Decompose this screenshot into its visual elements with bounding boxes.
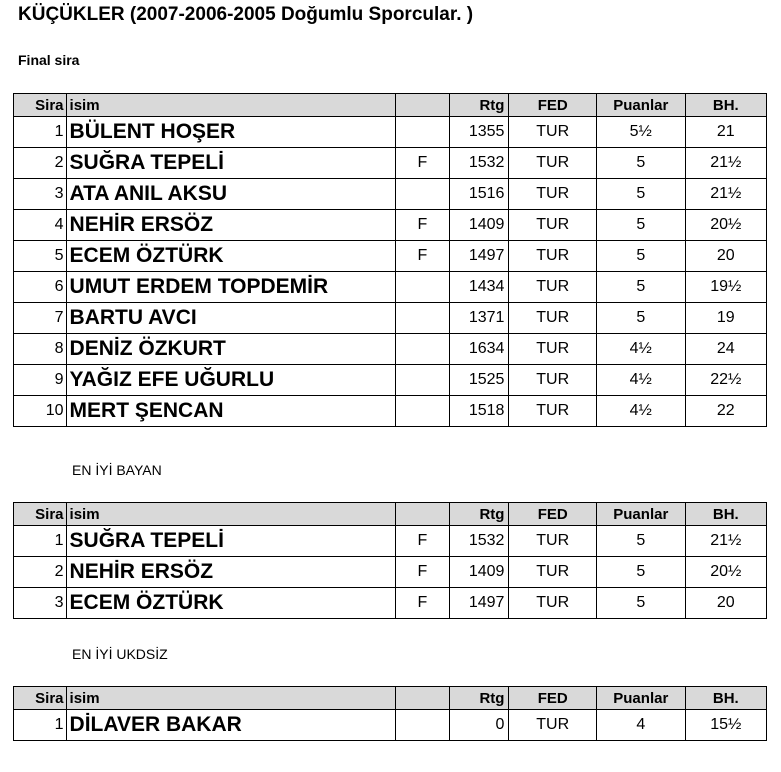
cell-isim: MERT ŞENCAN [66,396,396,427]
cell-isim: SUĞRA TEPELİ [66,526,396,557]
column-header-sira: Sira [14,94,67,117]
cell-flag: F [396,148,450,179]
cell-isim: YAĞIZ EFE UĞURLU [66,365,396,396]
cell-rtg: 1518 [449,396,509,427]
column-header-flag [396,503,450,526]
cell-rtg: 0 [449,710,509,741]
cell-rtg: 1634 [449,334,509,365]
cell-bh: 20 [685,241,766,272]
cell-rtg: 1516 [449,179,509,210]
cell-flag [396,179,450,210]
cell-bh: 19 [685,303,766,334]
cell-isim: UMUT ERDEM TOPDEMİR [66,272,396,303]
cell-flag: F [396,526,450,557]
cell-fed: TUR [509,272,597,303]
cell-sira: 2 [14,148,67,179]
cell-isim: BÜLENT HOŞER [66,117,396,148]
cell-bh: 19½ [685,272,766,303]
cell-sira: 4 [14,210,67,241]
table-row [14,526,767,557]
column-header-flag [396,687,450,710]
cell-bh: 21½ [685,526,766,557]
cell-sira: 10 [14,396,67,427]
column-header-bh: BH. [685,687,766,710]
cell-puanlar: 5 [597,210,686,241]
cell-isim: SUĞRA TEPELİ [66,148,396,179]
column-header-isim: isim [66,687,396,710]
cell-fed: TUR [509,396,597,427]
table-body [14,710,767,741]
header-row [14,94,767,117]
header-row [14,503,767,526]
cell-bh: 20½ [685,557,766,588]
table-row [14,148,767,179]
cell-rtg: 1355 [449,117,509,148]
cell-puanlar: 5 [597,526,686,557]
cell-rtg: 1525 [449,365,509,396]
cell-sira: 8 [14,334,67,365]
page-title: KÜÇÜKLER (2007-2006-2005 Doğumlu Sporcular. ) [18,4,474,25]
cell-puanlar: 5 [597,303,686,334]
column-header-bh: BH. [685,94,766,117]
cell-puanlar: 5½ [597,117,686,148]
column-header-flag [396,94,450,117]
column-header-fed: FED [509,687,597,710]
column-header-rtg: Rtg [449,503,509,526]
cell-rtg: 1532 [449,148,509,179]
cell-bh: 20½ [685,210,766,241]
cell-fed: TUR [509,557,597,588]
column-header-bh: BH. [685,503,766,526]
table-row [14,588,767,619]
cell-fed: TUR [509,148,597,179]
cell-bh: 21½ [685,179,766,210]
best-unrated-label: EN İYİ UKDSİZ [72,646,168,662]
table-row [14,117,767,148]
cell-bh: 20 [685,588,766,619]
table-row [14,179,767,210]
table-row [14,396,767,427]
column-header-sira: Sira [14,503,67,526]
table-body [14,526,767,619]
cell-rtg: 1497 [449,241,509,272]
cell-fed: TUR [509,210,597,241]
best-female-label: EN İYİ BAYAN [72,462,162,478]
cell-isim: BARTU AVCI [66,303,396,334]
cell-flag [396,710,450,741]
cell-fed: TUR [509,588,597,619]
cell-bh: 22 [685,396,766,427]
table-header [14,503,767,526]
cell-rtg: 1434 [449,272,509,303]
cell-flag [396,365,450,396]
cell-flag: F [396,210,450,241]
cell-rtg: 1371 [449,303,509,334]
cell-fed: TUR [509,303,597,334]
cell-isim: ATA ANIL AKSU [66,179,396,210]
table-row [14,210,767,241]
cell-isim: NEHİR ERSÖZ [66,557,396,588]
final-standings-heading: Final sira [18,52,80,68]
table-row [14,557,767,588]
best-unrated-table [13,686,767,741]
cell-flag: F [396,241,450,272]
cell-sira: 7 [14,303,67,334]
cell-puanlar: 5 [597,557,686,588]
cell-rtg: 1497 [449,588,509,619]
table-row [14,334,767,365]
cell-flag [396,117,450,148]
cell-puanlar: 5 [597,179,686,210]
cell-fed: TUR [509,710,597,741]
column-header-fed: FED [509,503,597,526]
cell-fed: TUR [509,526,597,557]
cell-fed: TUR [509,365,597,396]
cell-sira: 1 [14,526,67,557]
cell-isim: DİLAVER BAKAR [66,710,396,741]
cell-fed: TUR [509,117,597,148]
cell-flag [396,303,450,334]
cell-sira: 3 [14,588,67,619]
cell-sira: 5 [14,241,67,272]
cell-sira: 6 [14,272,67,303]
cell-isim: ECEM ÖZTÜRK [66,588,396,619]
cell-fed: TUR [509,334,597,365]
table-row [14,365,767,396]
column-header-rtg: Rtg [449,94,509,117]
cell-bh: 15½ [685,710,766,741]
cell-puanlar: 5 [597,272,686,303]
cell-puanlar: 4½ [597,334,686,365]
cell-isim: NEHİR ERSÖZ [66,210,396,241]
cell-rtg: 1409 [449,210,509,241]
cell-flag [396,334,450,365]
cell-bh: 24 [685,334,766,365]
cell-flag: F [396,557,450,588]
cell-sira: 1 [14,710,67,741]
table-row [14,303,767,334]
cell-puanlar: 4½ [597,365,686,396]
column-header-fed: FED [509,94,597,117]
cell-puanlar: 5 [597,148,686,179]
cell-sira: 3 [14,179,67,210]
cell-puanlar: 5 [597,241,686,272]
cell-bh: 21 [685,117,766,148]
table-row [14,241,767,272]
column-header-rtg: Rtg [449,687,509,710]
cell-fed: TUR [509,179,597,210]
header-row [14,687,767,710]
cell-sira: 9 [14,365,67,396]
cell-rtg: 1532 [449,526,509,557]
cell-sira: 2 [14,557,67,588]
cell-bh: 22½ [685,365,766,396]
cell-flag [396,396,450,427]
best-female-table [13,502,767,619]
column-header-puanlar: Puanlar [597,503,686,526]
cell-flag: F [396,588,450,619]
column-header-puanlar: Puanlar [597,94,686,117]
column-header-isim: isim [66,94,396,117]
cell-isim: DENİZ ÖZKURT [66,334,396,365]
table-row [14,710,767,741]
cell-sira: 1 [14,117,67,148]
cell-puanlar: 4 [597,710,686,741]
cell-puanlar: 4½ [597,396,686,427]
column-header-isim: isim [66,503,396,526]
table-row [14,272,767,303]
cell-fed: TUR [509,241,597,272]
column-header-sira: Sira [14,687,67,710]
cell-bh: 21½ [685,148,766,179]
column-header-puanlar: Puanlar [597,687,686,710]
final-standings-table [13,93,767,427]
cell-rtg: 1409 [449,557,509,588]
table-header [14,94,767,117]
table-body [14,117,767,427]
cell-puanlar: 5 [597,588,686,619]
cell-flag [396,272,450,303]
cell-isim: ECEM ÖZTÜRK [66,241,396,272]
table-header [14,687,767,710]
